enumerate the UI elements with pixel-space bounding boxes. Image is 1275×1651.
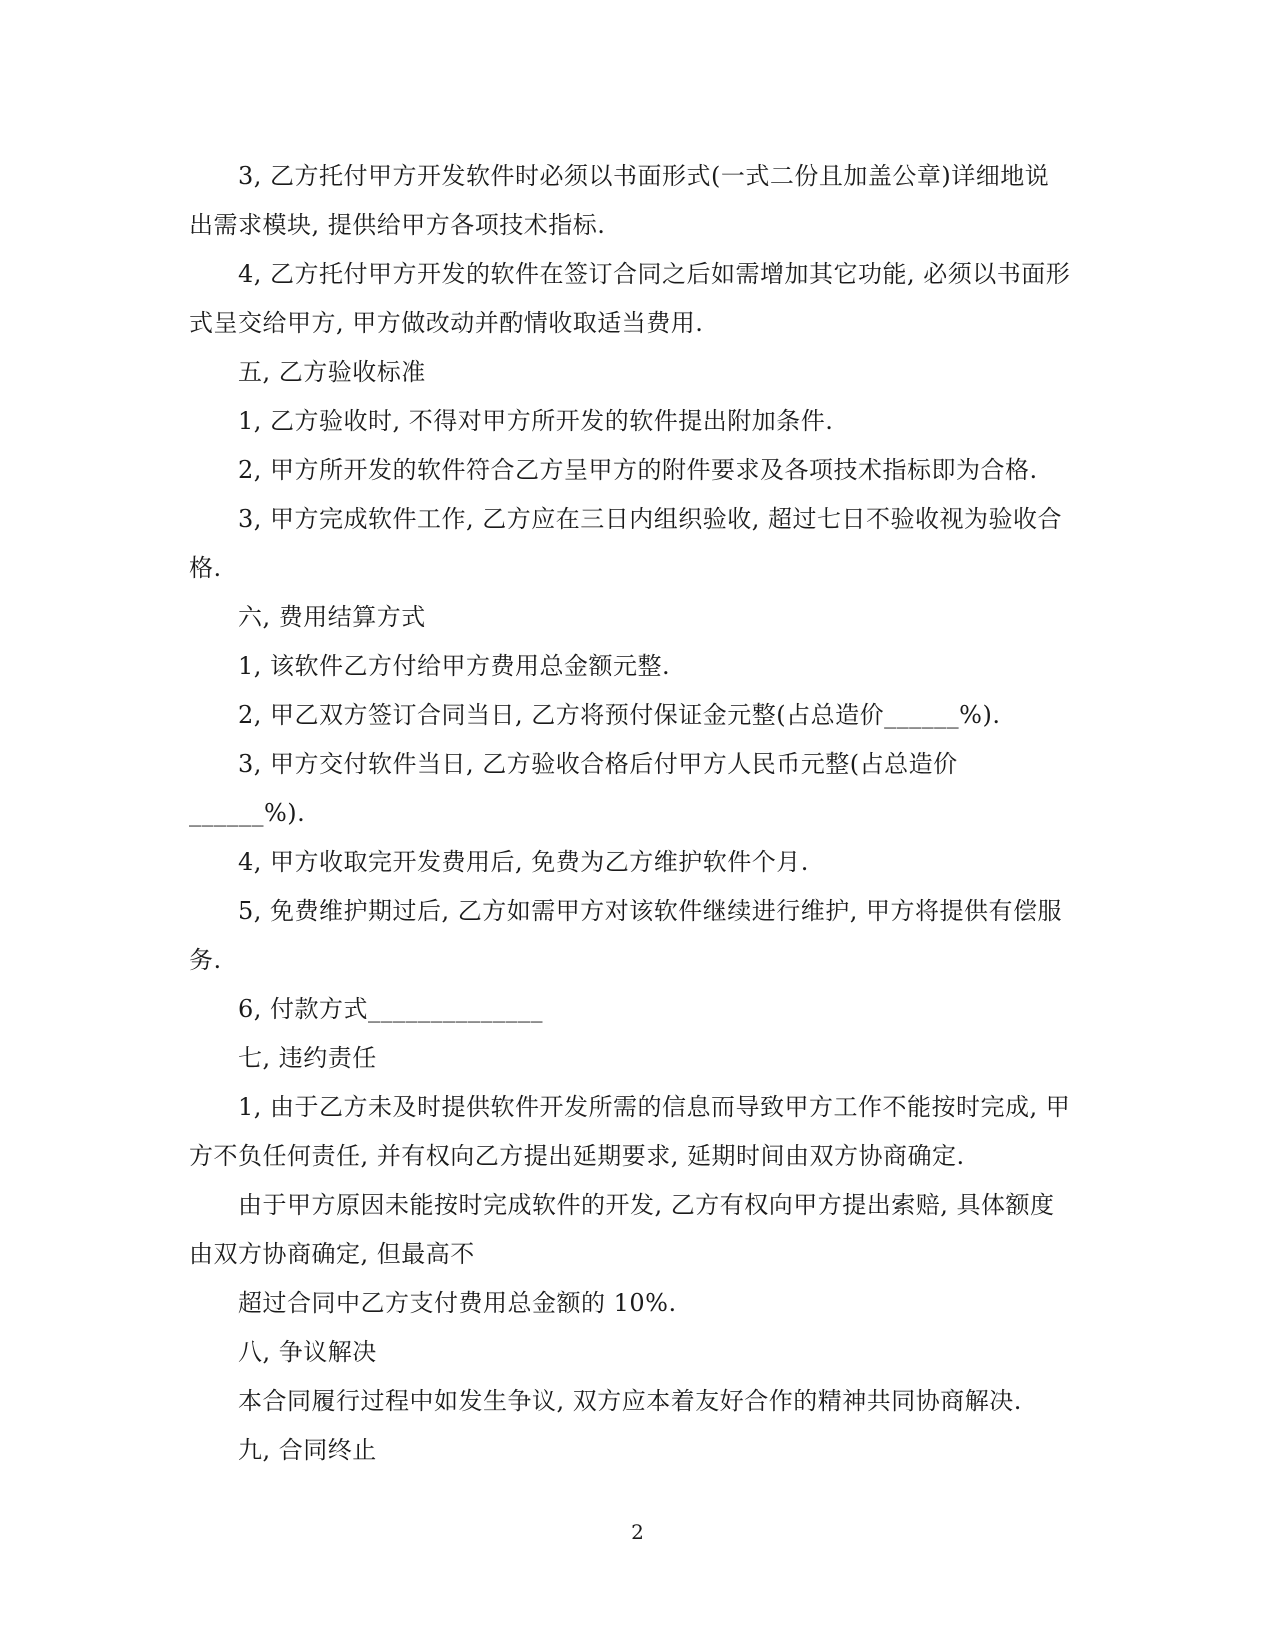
- text-line: ______%).: [189, 799, 306, 827]
- text-line: 4, 甲方收取完开发费用后, 免费为乙方维护软件个月.: [238, 848, 809, 876]
- text-line: 本合同履行过程中如发生争议, 双方应本着友好合作的精神共同协商解决.: [238, 1387, 1022, 1415]
- text-line: 九, 合同终止: [238, 1436, 377, 1464]
- text-line: 由于甲方原因未能按时完成软件的开发, 乙方有权向甲方提出索赔, 具体额度: [238, 1191, 1055, 1219]
- text-line: 2, 甲方所开发的软件符合乙方呈甲方的附件要求及各项技术指标即为合格.: [238, 456, 1038, 484]
- text-line: 六, 费用结算方式: [238, 603, 426, 631]
- text-line: 3, 甲方完成软件工作, 乙方应在三日内组织验收, 超过七日不验收视为验收合: [238, 505, 1063, 533]
- text-line: 1, 该软件乙方付给甲方费用总金额元整.: [238, 652, 671, 680]
- text-line: 五, 乙方验收标准: [238, 358, 426, 386]
- text-line: 3, 甲方交付软件当日, 乙方验收合格后付甲方人民币元整(占总造价: [238, 750, 958, 778]
- text-line: 6, 付款方式______________: [238, 995, 544, 1023]
- text-line: 方不负任何责任, 并有权向乙方提出延期要求, 延期时间由双方协商确定.: [189, 1142, 965, 1170]
- text-line: 1, 乙方验收时, 不得对甲方所开发的软件提出附加条件.: [238, 407, 834, 435]
- text-line: 超过合同中乙方支付费用总金额的 10%.: [238, 1289, 677, 1317]
- text-line: 七, 违约责任: [238, 1044, 377, 1072]
- document-body: [189, 152, 1069, 1475]
- page-number: 2: [631, 1520, 644, 1544]
- text-line: 八, 争议解决: [238, 1338, 377, 1366]
- text-line: 由双方协商确定, 但最高不: [189, 1240, 475, 1268]
- text-line: 3, 乙方托付甲方开发软件时必须以书面形式(一式二份且加盖公章)详细地说: [238, 162, 1050, 190]
- text-line: 格.: [189, 554, 222, 582]
- text-line: 1, 由于乙方未及时提供软件开发所需的信息而导致甲方工作不能按时完成, 甲: [238, 1093, 1071, 1121]
- text-line: 出需求模块, 提供给甲方各项技术指标.: [189, 211, 606, 239]
- text-line: 5, 免费维护期过后, 乙方如需甲方对该软件继续进行维护, 甲方将提供有偿服: [238, 897, 1063, 925]
- text-line: 务.: [189, 946, 222, 974]
- text-line: 4, 乙方托付甲方开发的软件在签订合同之后如需增加其它功能, 必须以书面形: [238, 260, 1071, 288]
- text-line: 式呈交给甲方, 甲方做改动并酌情收取适当费用.: [189, 309, 704, 337]
- text-line: 2, 甲乙双方签订合同当日, 乙方将预付保证金元整(占总造价______%).: [238, 701, 1001, 729]
